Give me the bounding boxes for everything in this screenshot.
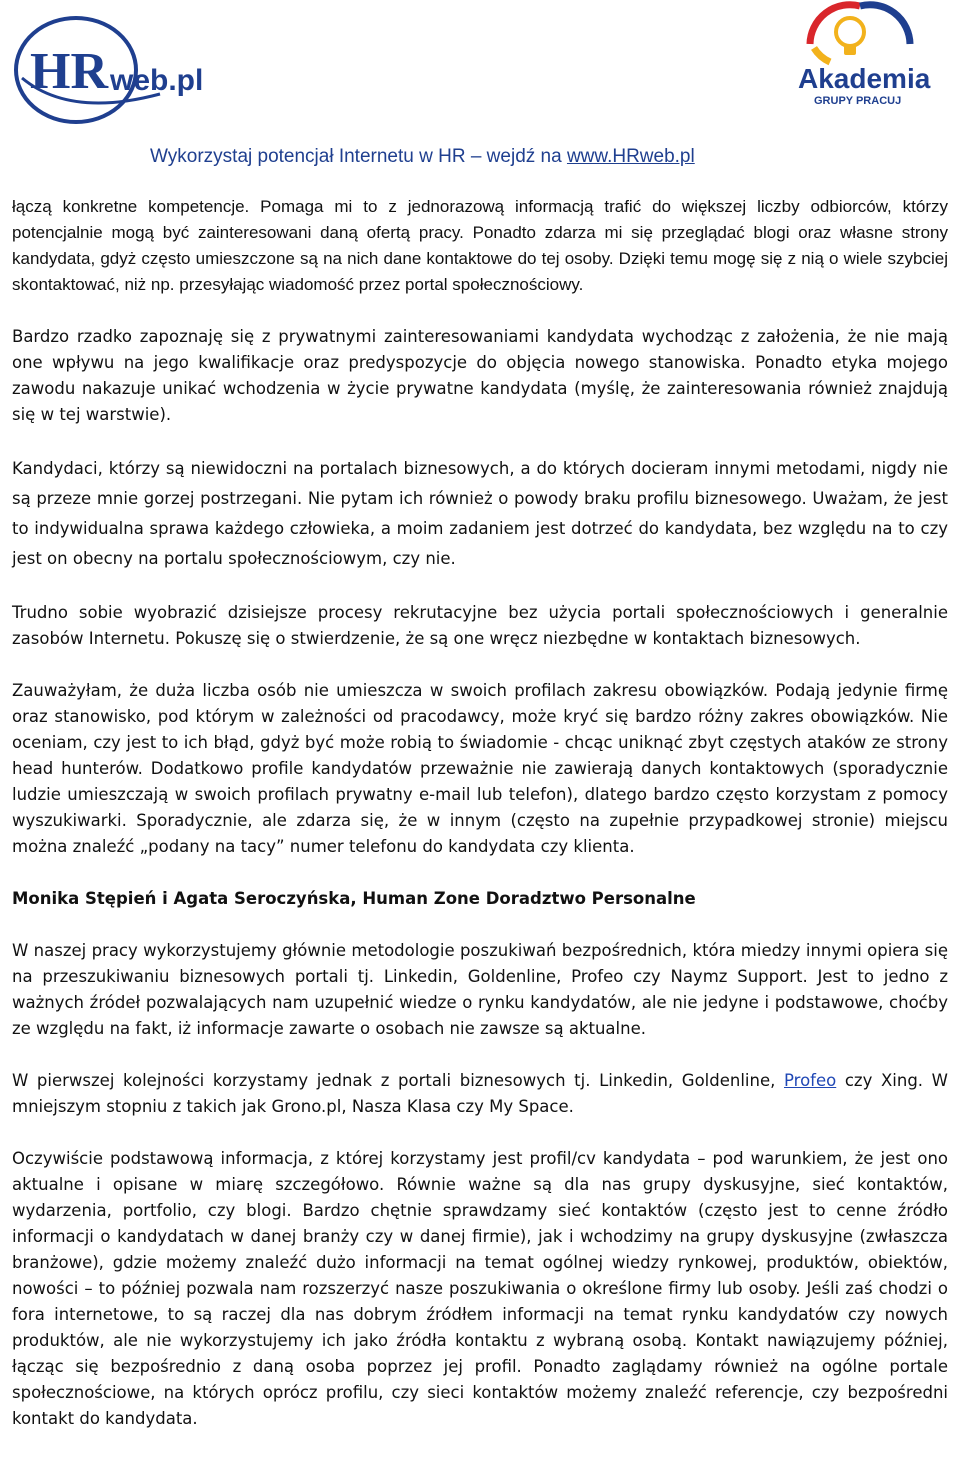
paragraph-8: Oczywiście podstawową informacja, z której korzystamy jest profil/cv kandydata – pod warunkiem, że jest ono aktualne i opisane w miarę szczegółowo. Równie ważne są dla nas grupy dyskusyjne, sieć kontaktów, wydarzenia, portfolio, czy blogi. Bardzo chętnie sprawdzamy sieć kontaktów (często jest to cenne źródło informacji o kandydatach w danej branży czy w danej firmie), jak i wchodzimy na grupy dyskusyjne (zwłaszcza branżowe), gdzie możemy znaleźć dużo informacji na temat ogólnej wiedzy rynkowej, produktów, obiektów, nowości – to później pozwala nam rozszerzyć nasze poszukiwania o określone firmy lub osoby. Jeśli zaś chodzi o fora internetowe, to są raczej dla nas dobrym źródłem informacji na temat rynku kandydatów czy nowych produktów, ale nie wykorzystujemy ich jako źródła kontaktu z wybraną osobą. Kontakt nawiązujemy później, łącząc się bezpośrednio z daną osoba poprzez jej profil. Ponadto zaglądamy również na ogólne portale społecznościowe, na których oprócz profilu, czy sieci kontaktów możemy znaleźć referencje, czy bezpośredni kontakt do kandydata. (12, 1149, 948, 1428)
paragraph-7 (12, 1068, 948, 1120)
paragraph-6: W naszej pracy wykorzystujemy głównie metodologie poszukiwań bezpośrednich, która miedzy innymi opiera się na przeszukiwaniu biznesowych portali tj. Linkedin, Goldenline, Profeo czy Naymz Support. Jest to jedno z ważnych źródeł pozwalających nam uzupełnić wiedze o rynku kandydatów, ale nie jedyne i podstawowe, choćby ze względu na fakt, iż informacje zawarte o osobach nie zawsze są aktualne. (12, 941, 948, 1038)
paragraph-4: Trudno sobie wyobrazić dzisiejsze procesy rekrutacyjne bez użycia portali społecznościowych i generalnie zasobów Internetu. Pokuszę się o stwierdzenie, że są one wręcz niezbędne w kontaktach biznesowych. (12, 603, 948, 648)
page-header (0, 0, 960, 180)
lightbulb-icon (836, 18, 864, 55)
hrweb-link[interactable]: www.HRweb.pl (566, 146, 695, 167)
hrweb-logo-suffix: web.pl (110, 64, 204, 97)
akademia-logo-subtitle: GRUPY PRACUJ (814, 95, 902, 107)
section-heading: Monika Stępień i Agata Seroczyńska, Human Zone Doradztwo Personalne (12, 889, 696, 908)
paragraph-7-after: czy Xing. W mniejszym stopniu z takich jak Grono.pl, Nasza Klasa czy My Space. (12, 1071, 948, 1116)
hrweb-logo[interactable] (10, 8, 210, 128)
header-tagline (150, 146, 695, 168)
paragraph-7-before: W pierwszej kolejności korzystamy jednak z portali biznesowych tj. Linkedin, Goldenline, (12, 1071, 784, 1090)
profeo-link[interactable]: Profeo (784, 1071, 837, 1090)
article-body (12, 194, 948, 1458)
paragraph-1: łączą konkretne kompetencje. Pomaga mi to z jednorazową informacją trafić do większej liczby odbiorców, którzy potencjalnie mogą być zainteresowani daną ofertą pracy. Ponadto zdarza mi się przeglądać blogi oraz własne strony kandydata, gdyż często umieszczone są na nich dane kontaktowe do tej osoby. Dzięki temu mogę się z nią o wiele szybciej skontaktować, niż np. przesyłając wiadomość przez portal społecznościowy. (12, 197, 948, 294)
paragraph-3: Kandydaci, którzy są niewidoczni na portalach biznesowych, a do których docieram innymi metodami, nigdy nie są przeze mnie gorzej postrzegani. Nie pytam ich również o powody braku profilu biznesowego. Uważam, że jest to indywidualna sprawa każdego człowieka, a moim zadaniem jest dotrzeć do kandydata, bez względu na to czy jest on obecny na portalu społecznościowym, czy nie. (12, 459, 948, 568)
paragraph-2: Bardzo rzadko zapoznaję się z prywatnymi zainteresowaniami kandydata wychodząc z założenia, że nie mają one wpływu na jego kwalifikacje oraz predyspozycje do objęcia nowego stanowiska. Ponadto etyka mojego zawodu nakazuje unikać wchodzenia w życie prywatne kandydata (myślę, że zainteresowania również znajdują się w tej warstwie). (12, 327, 948, 424)
akademia-logo-title: Akademia (798, 63, 931, 94)
hrweb-logo-main: HR (30, 43, 108, 100)
tagline-text: Wykorzystaj potencjał Internetu w HR – wejdź na (150, 146, 567, 167)
akademia-logo[interactable] (780, 0, 940, 120)
paragraph-5: Zauważyłam, że duża liczba osób nie umieszcza w swoich profilach zakresu obowiązków. Podają jedynie firmę oraz stanowisko, pod którym w zależności od pracodawcy, może kryć się bardzo różny zakres obowiązków. Nie oceniam, czy jest to ich błąd, gdyż być może robią to świadomie - chcąc uniknąć zbyt częstych ataków ze strony head hunterów. Dodatkowo profile kandydatów przeważnie nie zawierają danych kontaktowych (sporadycznie ludzie umieszczają w swoich profilach prywatny e-mail lub telefon), dlatego bardzo często korzystam z pomocy wyszukiwarki. Sporadycznie, ale zdarza się, że w innym (często na zupełnie przypadkowej stronie) miejscu można znaleźć „podany na tacy” numer telefonu do kandydata czy klienta. (12, 681, 948, 856)
